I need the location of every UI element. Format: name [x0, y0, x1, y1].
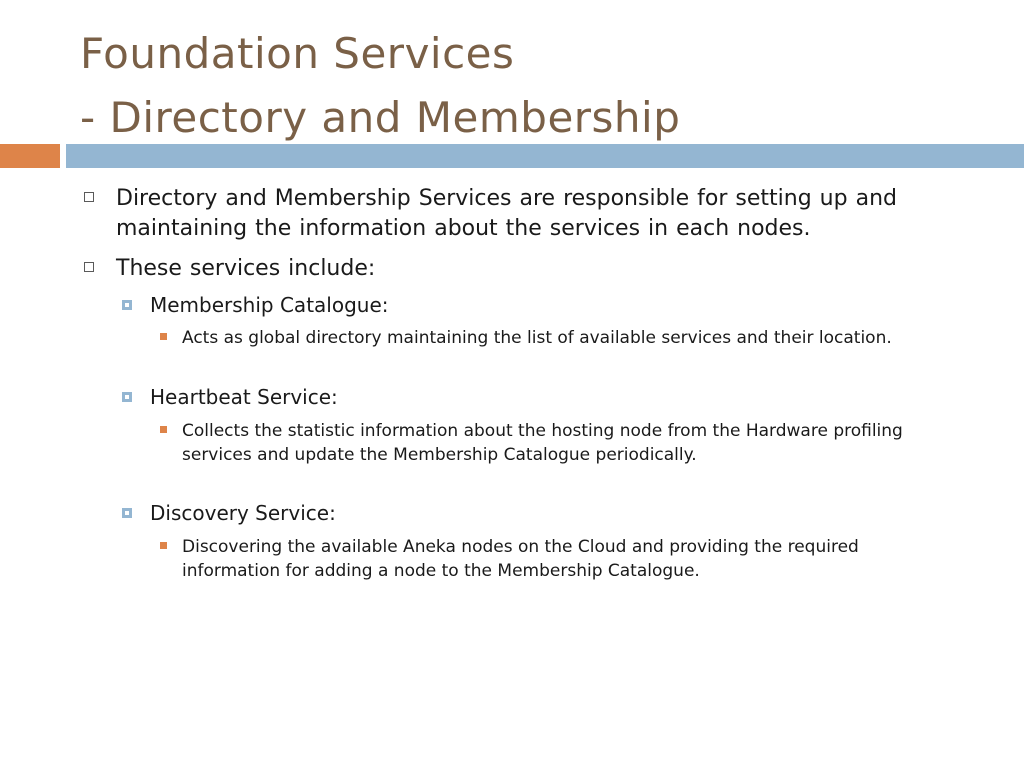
detail-text: Discovering the available Aneka nodes on the Cloud and providing the required information for adding a node to the Membership Catalogue.	[182, 537, 859, 581]
sub-bullet-label: Discovery Service:	[150, 501, 336, 525]
sub-bullet-label: Heartbeat Service:	[150, 385, 338, 409]
square-hollow-bullet-icon	[122, 392, 132, 402]
square-hollow-bullet-icon	[122, 508, 132, 518]
square-filled-bullet-icon	[160, 542, 167, 549]
bullet-text: These services include:	[116, 256, 376, 281]
square-filled-bullet-icon	[160, 333, 167, 340]
slide-title-line-2: - Directory and Membership	[80, 93, 681, 142]
sub-bullet-label: Membership Catalogue:	[150, 293, 389, 317]
square-filled-bullet-icon	[160, 426, 167, 433]
square-hollow-bullet-icon	[122, 300, 132, 310]
square-outline-bullet-icon	[84, 262, 94, 272]
detail-text: Collects the statistic information about the hosting node from the Hardware profiling services and update the Membership Catalogue periodically.	[182, 421, 903, 465]
square-outline-bullet-icon	[84, 192, 94, 202]
bullet-text: Directory and Membership Services are responsible for setting up and maintaining the information about the services in each nodes.	[116, 186, 897, 241]
detail-text: Acts as global directory maintaining the list of available services and their location.	[182, 328, 892, 348]
slide-title-line-1: Foundation Services	[80, 29, 515, 78]
